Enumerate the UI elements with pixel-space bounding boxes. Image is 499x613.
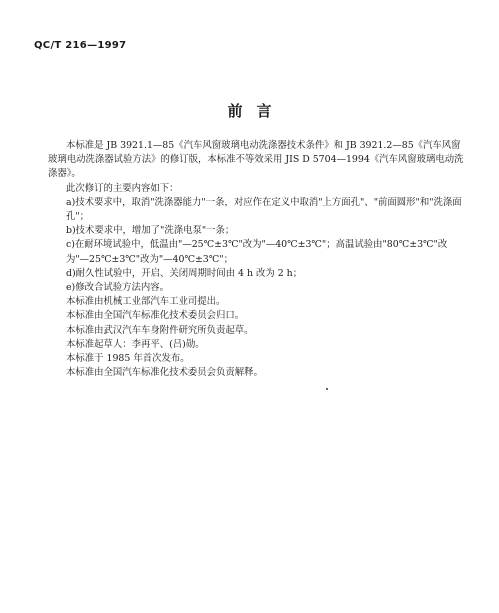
- changes-heading: 此次修订的主要内容如下：: [66, 182, 179, 194]
- change-item-d: d)耐久性试验中，开启、关闭周期时间由 4 h 改为 2 h；: [66, 267, 303, 279]
- change-item-a: a)技术要求中，取消"洗涤器能力"一条，对应作在定义中取消"上方面孔"、"前面圆形"和"洗涤面孔"；: [66, 196, 462, 223]
- drafted-by-unit: 本标准由武汉汽车车身附件研究所负责起草。: [66, 324, 254, 336]
- page-title: 前言: [227, 102, 286, 120]
- change-item-c: c)在耐环境试验中，低温由"—25℃±3℃"改为"—40℃±3℃"；高温试验由"80℃±3℃"改为"—25℃±3℃"改为"—40℃±3℃"；: [66, 239, 448, 265]
- change-item-b: b)技术要求中，增加了"洗涤电泵"一条；: [66, 225, 235, 237]
- proposed-by: 本标准由机械工业部汽车工业司提出。: [66, 296, 226, 308]
- change-item-e: e)修改合试验方法内容。: [66, 282, 169, 294]
- document-code: QC/T 216—1997: [34, 40, 127, 51]
- administered-by: 本标准由全国汽车标准化技术委员会归口。: [66, 310, 245, 322]
- interpretation: 本标准由全国汽车标准化技术委员会负责解释。: [66, 367, 263, 379]
- first-issued: 本标准于 1985 年首次发布。: [66, 353, 190, 365]
- intro-paragraph: 本标准是 JB 3921.1—85《汽车风窗玻璃电动洗涤器技术条件》和 JB 3921.2—85《汽车风窗玻璃电动洗涤器试验方法》的修订版，本标准不等效采用 JIS D 5704—1994《汽车风窗玻璃电动洗涤器》。: [48, 140, 464, 180]
- drafters: 本标准起草人：李再平、(吕)勋。: [66, 338, 205, 350]
- foreword-body: [48, 139, 466, 380]
- stray-mark: [326, 388, 328, 390]
